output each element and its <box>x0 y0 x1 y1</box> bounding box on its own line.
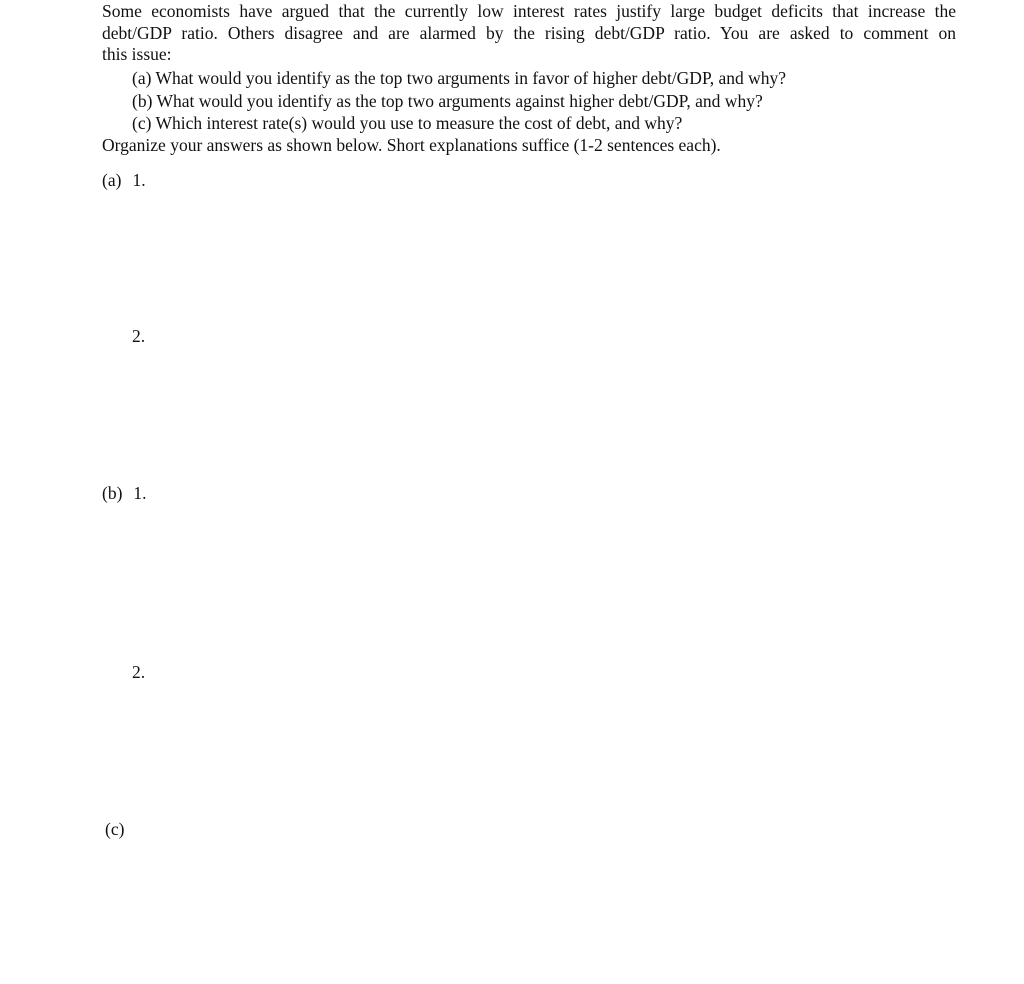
answer-a-label: (a) <box>102 170 122 190</box>
answer-b-item-2 <box>132 661 145 683</box>
answer-b-number-1: 1. <box>133 483 147 503</box>
question-text: Which interest rate(s) would you use to measure the cost of debt, and why? <box>155 113 683 133</box>
question-c <box>132 112 786 135</box>
question-a <box>132 67 786 90</box>
intro-line-1: Some economists have argued that the currently low interest rates justify large budget deficits that increase the <box>102 1 956 21</box>
intro-line-3: this issue: <box>102 44 172 64</box>
question-b <box>132 90 786 113</box>
answer-b-number-2: 2. <box>132 662 146 682</box>
answer-a-item-2 <box>132 325 145 347</box>
question-label: (c) <box>132 113 152 133</box>
question-text: What would you identify as the top two arguments against higher debt/GDP, and why? <box>156 90 763 111</box>
question-list <box>132 67 786 135</box>
answer-a-number-2: 2. <box>132 326 146 346</box>
answer-c-label: (c) <box>105 819 125 839</box>
answer-a-item-1 <box>102 169 146 191</box>
question-label: (a) <box>132 68 152 88</box>
question-text: What would you identify as the top two arguments in favor of higher debt/GDP, and why? <box>155 68 787 88</box>
answer-a-number-1: 1. <box>132 170 146 190</box>
answer-b-label: (b) <box>102 483 123 503</box>
intro-line-2: debt/GDP ratio. Others disagree and are alarmed by the rising debt/GDP ratio. You are asked to comment on <box>102 22 956 43</box>
instruction-text: Organize your answers as shown below. Short explanations suffice (1-2 sentences each). <box>102 135 721 155</box>
answer-b-item-1 <box>102 482 147 504</box>
intro-paragraph <box>102 1 956 66</box>
answer-c-item <box>105 818 124 840</box>
question-label: (b) <box>132 90 153 111</box>
